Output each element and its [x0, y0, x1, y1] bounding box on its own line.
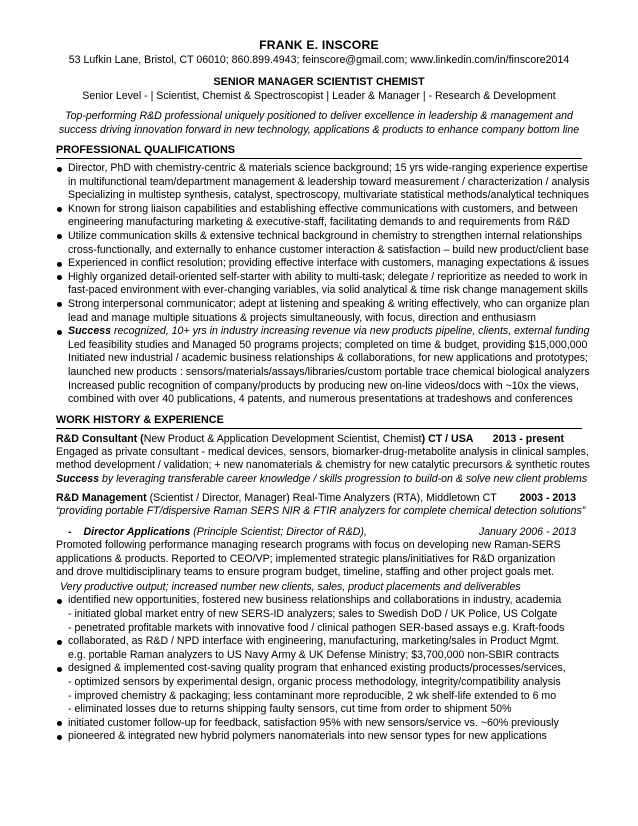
job-header	[56, 432, 582, 446]
job-detail: (Scientist / Director, Manager) Real-Time Analyzers (RTA), Middletown CT	[146, 492, 497, 505]
job-location: ) CT / USA	[421, 432, 474, 445]
item-line: lead and manage multiple situations & projects simultaneously, with focus, direction and enthusiasm	[68, 311, 536, 324]
job-dates: 2013 - present	[492, 432, 564, 445]
item-line: Strong interpersonal communicator; adept at listening and speaking & writing effectively, who can organize plan	[68, 297, 590, 310]
item-line: Highly organized detail-oriented self-starter with ability to multi-task; delegate / reprioritize as needed to work in	[68, 270, 588, 283]
sub-role-title: Director Applications	[83, 526, 191, 539]
headline-title: SENIOR MANAGER SCIENTIST CHEMIST	[213, 76, 425, 88]
contact-line: 53 Lufkin Lane, Bristol, CT 06010; 860.899.4943; feinscore@gmail.com; www.linkedin.com/in/finscore2014	[68, 54, 570, 66]
sub-role-detail: (Principle Scientist; Director of R&D),	[190, 526, 367, 539]
qualifications-list	[56, 162, 590, 407]
item-line: collaborated, as R&D / NPD interface with engineering, manufacturing, marketing/sales in Product Mgmt.	[68, 635, 560, 648]
item-line: Initiated new industrial / academic business relationships & collaborations, for new applications and prototypes;	[68, 352, 588, 365]
productive-line: Very productive output; increased number new clients, sales, product placements and deliverables	[60, 580, 521, 593]
item-line: cross-functionally, and externally to enhance customer interaction & satisfaction – build new product/client base	[68, 243, 589, 256]
success-label: Success	[68, 325, 111, 338]
item-line: initiated customer follow-up for feedback, satisfaction 95% with new sensors/service vs. ~60% previously	[68, 716, 559, 729]
list-item	[56, 203, 582, 230]
job-line: Promoted following performance managing research programs with focus on developing new Raman-SERS	[56, 539, 561, 552]
item-line: Increased public recognition of company/products by producing new on-line videos/docs with ~10x the views,	[68, 379, 579, 392]
sub-role-dates: January 2006 - 2013	[478, 526, 576, 539]
item-line: Led feasibility studies and Managed 50 programs projects; completed on time & budget, providing $15,000,000	[68, 338, 588, 351]
list-item	[56, 270, 588, 298]
item-line: Utilize communication skills & extensive technical background in chemistry to strengthen internal relationships	[68, 229, 583, 242]
success-text: by leveraging transferable career knowledge / skills progression to build-on & solve new client problems	[99, 472, 588, 485]
item-line: - penetrated profitable markets with innovative food / clinical pathogen SER-based assays e.g. Kraft-foods	[68, 621, 565, 634]
list-item	[56, 717, 582, 731]
list-item	[56, 635, 582, 662]
item-line: Known for strong liaison capabilities and establishing effective communications with customers, and between	[68, 202, 578, 215]
item-line: combined with over 40 publications, 4 patents, and numerous presentations at tradeshows and conferences	[68, 393, 573, 406]
item-line: Specializing in multistep synthesis, catalyst, spectroscopy, multivariate statistical methods/analytical techniques	[68, 189, 589, 202]
item-line: in multifunctional team/department management & leadership toward measurement / characterization / analysis	[68, 175, 590, 188]
list-item	[56, 229, 589, 257]
job-line: applications & products. Reported to CEO/VP; implemented strategic plans/initiatives for R&D organization	[56, 552, 556, 565]
job-detail: New Product & Application Development Scientist, Chemist	[143, 432, 422, 445]
item-line: Director, PhD with chemistry-centric & materials science background; 15 yrs wide-ranging experience expertise	[68, 162, 588, 174]
candidate-name: FRANK E. INSCORE	[259, 38, 379, 52]
sub-role-header	[56, 525, 582, 539]
success-text: recognized, 10+ yrs in industry increasing revenue via new products pipeline, clients, external funding	[111, 325, 590, 338]
item-line: Experienced in conflict resolution; providing effective interface with customers, managing expectations & issues	[68, 257, 589, 270]
list-item	[56, 297, 590, 325]
list-item	[56, 730, 582, 744]
item-line: identified new opportunities, fostered new business relationships and collaborations in industry, academia	[68, 594, 562, 607]
list-item	[56, 594, 582, 635]
item-line: e.g. portable Raman analyzers to US Navy Army & UK Defense Ministry; $3,700,000 non-SBIR contracts	[68, 648, 560, 661]
item-line: pioneered & integrated new hybrid polymers nanomaterials into new sensor types for new applications	[68, 730, 547, 743]
item-line	[68, 325, 590, 339]
item-line: launched new products : sensors/materials/assays/libraries/custom portable trace chemical biological analyzers	[68, 365, 590, 378]
job-header	[56, 491, 582, 505]
item-line: - eliminated losses due to returns shipping faulty sensors, cut time from order to shipment 50%	[68, 703, 512, 716]
resume-page	[56, 38, 590, 744]
summary-line: success driving innovation forward in new technology, applications & products to enhance company bottom line	[58, 124, 580, 136]
item-line: engineering manufacturing marketing & executive-staff, facilitating demands to and requirements from R&D	[68, 216, 571, 229]
headline-subtitle: Senior Level - | Scientist, Chemist & Spectroscopist | Leader & Manager | - Research & Development	[82, 90, 556, 102]
list-item-success	[56, 325, 590, 407]
item-line: - initiated global market entry of new SERS-ID analyzers; sales to Swedish DoD / UK Police, US Colgate	[68, 608, 558, 621]
summary	[56, 109, 582, 137]
list-item	[56, 162, 590, 203]
item-line: designed & implemented cost-saving quality program that enhanced existing products/processes/services,	[68, 662, 566, 675]
success-label: Success	[56, 472, 99, 485]
job-line: and drove multidisciplinary teams to ensure program budget, timeline, staffing and other project goals met.	[56, 566, 554, 579]
section-heading-qualifications: PROFESSIONAL QUALIFICATIONS	[56, 143, 582, 159]
director-achievements	[56, 594, 582, 744]
job-tagline: “providing portable FT/dispersive Raman SERS NIR & FTIR analyzers for complete chemical detection solutions”	[56, 505, 586, 518]
job-line: method development / validation; + new nanomaterials & chemistry for new catalytic precursors & synthetic routes	[56, 459, 590, 472]
job-success-line	[56, 472, 588, 487]
dash: -	[68, 526, 72, 539]
paren: (	[137, 432, 144, 445]
item-line: - optimized sensors by experimental design, organic process methodology, integrity/compatibility analysis	[68, 676, 561, 688]
list-item	[56, 257, 589, 271]
section-heading-work: WORK HISTORY & EXPERIENCE	[56, 413, 582, 429]
job-dates: 2003 - 2013	[519, 492, 576, 505]
job-line: Engaged as private consultant - medical devices, sensors, biomarker-drug-metabolite analysis in clinical samples,	[56, 445, 589, 458]
job-title: R&D Consultant	[56, 432, 138, 445]
item-line: fast-paced environment with ever-changing variables, via solid analytical & time risk change management skills	[68, 284, 588, 297]
item-line: - improved chemistry & packaging; less contaminant more reproducible, 2 wk shelf-life extended to 6 mo	[68, 689, 557, 702]
summary-line: Top-performing R&D professional uniquely positioned to deliver excellence in leadership & management and	[65, 110, 573, 122]
list-item	[56, 662, 582, 716]
job-title: R&D Management	[56, 492, 147, 505]
